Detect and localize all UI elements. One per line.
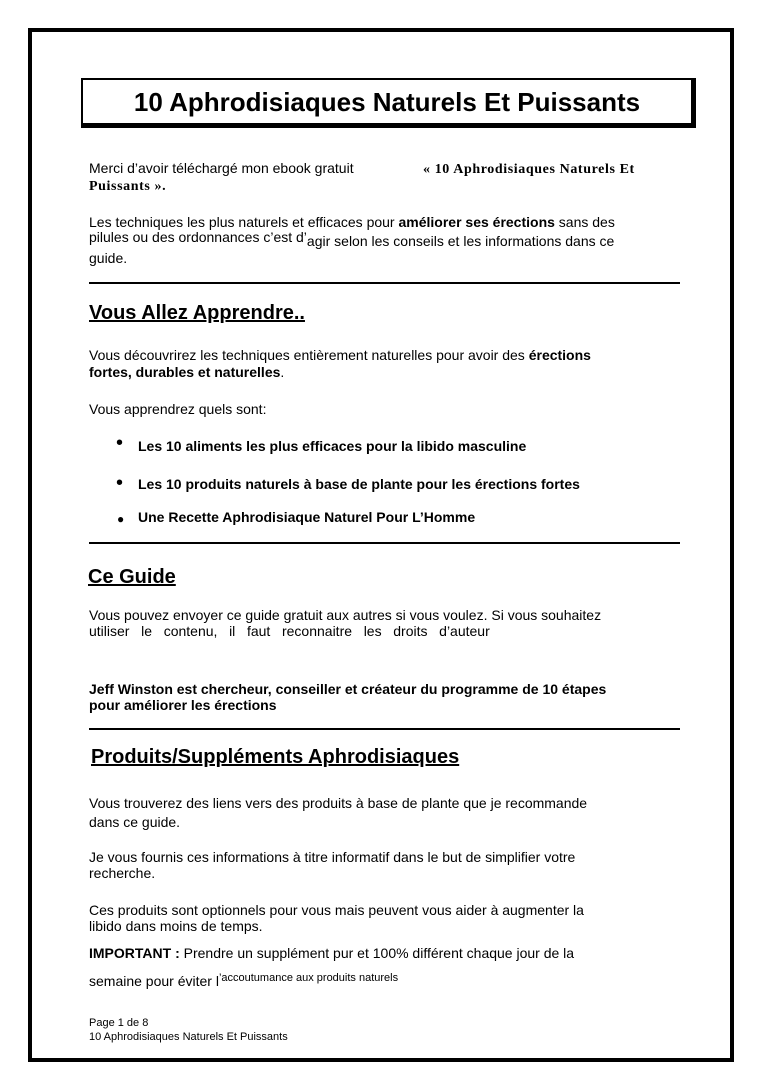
divider-2 bbox=[89, 542, 680, 544]
footer-doc-title: 10 Aphrodisiaques Naturels Et Puissants bbox=[89, 1031, 288, 1043]
intro-text-b: sans des bbox=[554, 214, 615, 230]
intro-paragraph-line2 bbox=[89, 229, 615, 249]
section1-p1-bold2: fortes, durables et naturelles bbox=[89, 364, 281, 380]
section3-important-line1 bbox=[89, 945, 574, 962]
section-heading-vous-allez-apprendre: Vous Allez Apprendre.. bbox=[89, 302, 305, 324]
section2-author-line1: Jeff Winston est chercheur, conseiller et créateur du programme de 10 étapes bbox=[89, 681, 607, 697]
section-heading-produits: Produits/Suppléments Aphrodisiaques bbox=[91, 746, 460, 768]
page-footer bbox=[89, 1016, 288, 1044]
important-text: Prendre un supplément pur et 100% différent chaque jour de la bbox=[179, 945, 575, 961]
intro-paragraph-line3: guide. bbox=[89, 250, 128, 266]
intro-line2: Puissants ». bbox=[89, 179, 167, 194]
bullet-dot-icon: • bbox=[116, 432, 124, 454]
important-label: IMPORTANT : bbox=[89, 945, 180, 961]
section1-p1-line1 bbox=[89, 347, 591, 364]
document-title: 10 Aphrodisiaques Naturels Et Puissants bbox=[133, 87, 641, 117]
intro-line1-b: « 10 Aphrodisiaques Naturels Et bbox=[423, 162, 635, 177]
section1-p1-end: . bbox=[280, 364, 285, 380]
section3-important-line2 bbox=[89, 973, 398, 992]
bullet-dot-icon: • bbox=[116, 472, 124, 494]
important-line2-a: semaine pour éviter l bbox=[89, 973, 219, 989]
section-heading-ce-guide: Ce Guide bbox=[88, 566, 176, 588]
section1-p1-bold1: érections bbox=[528, 347, 591, 363]
section2-p1-line1: Vous pouvez envoyer ce guide gratuit aux autres si vous voulez. Si vous souhaitez bbox=[89, 607, 602, 623]
divider-1 bbox=[89, 282, 680, 284]
section3-p1-line1: Vous trouverez des liens vers des produits à base de plante que je recommande bbox=[89, 795, 588, 811]
intro-text-a: Les techniques les plus naturels et efficaces pour bbox=[89, 214, 399, 230]
intro-line2-a: pilules ou des ordonnances c’est d’ bbox=[89, 229, 307, 245]
section3-p3-line1: Ces produits sont optionnels pour vous mais peuvent vous aider à augmenter la bbox=[89, 902, 584, 918]
section3-p1-line2: dans ce guide. bbox=[89, 814, 181, 830]
bullet-item-3: Une Recette Aphrodisiaque Naturel Pour L’Homme bbox=[138, 509, 476, 525]
section1-p1-text: Vous découvrirez les techniques entièrement naturelles pour avoir des bbox=[89, 347, 529, 363]
section1-p2: Vous apprendrez quels sont: bbox=[89, 401, 267, 417]
intro-text-bold: améliorer ses érections bbox=[398, 214, 555, 230]
section3-p3-line2: libido dans moins de temps. bbox=[89, 918, 263, 934]
section2-p1-line2: utiliser le contenu, il faut reconnaitre les droits d’auteur bbox=[89, 623, 490, 639]
bullet-item-2: Les 10 produits naturels à base de plante pour les érections fortes bbox=[138, 476, 580, 492]
bullet-dot-icon: ● bbox=[117, 512, 125, 526]
section3-p2-line1: Je vous fournis ces informations à titre informatif dans le but de simplifier votre bbox=[89, 849, 576, 865]
important-line2-b: ’accoutumance aux produits naturels bbox=[218, 972, 399, 984]
intro-line1-a: Merci d’avoir téléchargé mon ebook gratuit bbox=[89, 160, 354, 176]
title-box bbox=[81, 78, 696, 128]
footer-page-number: Page 1 de 8 bbox=[89, 1017, 149, 1029]
section1-p1-line2 bbox=[89, 364, 284, 381]
section2-author-line2: pour améliorer les érections bbox=[89, 697, 277, 713]
section3-p2-line2: recherche. bbox=[89, 865, 156, 881]
bullet-item-1: Les 10 aliments les plus efficaces pour la libido masculine bbox=[138, 438, 527, 454]
divider-3 bbox=[89, 728, 680, 730]
intro-line2-b: agir selon les conseils et les informations dans ce bbox=[306, 233, 615, 249]
